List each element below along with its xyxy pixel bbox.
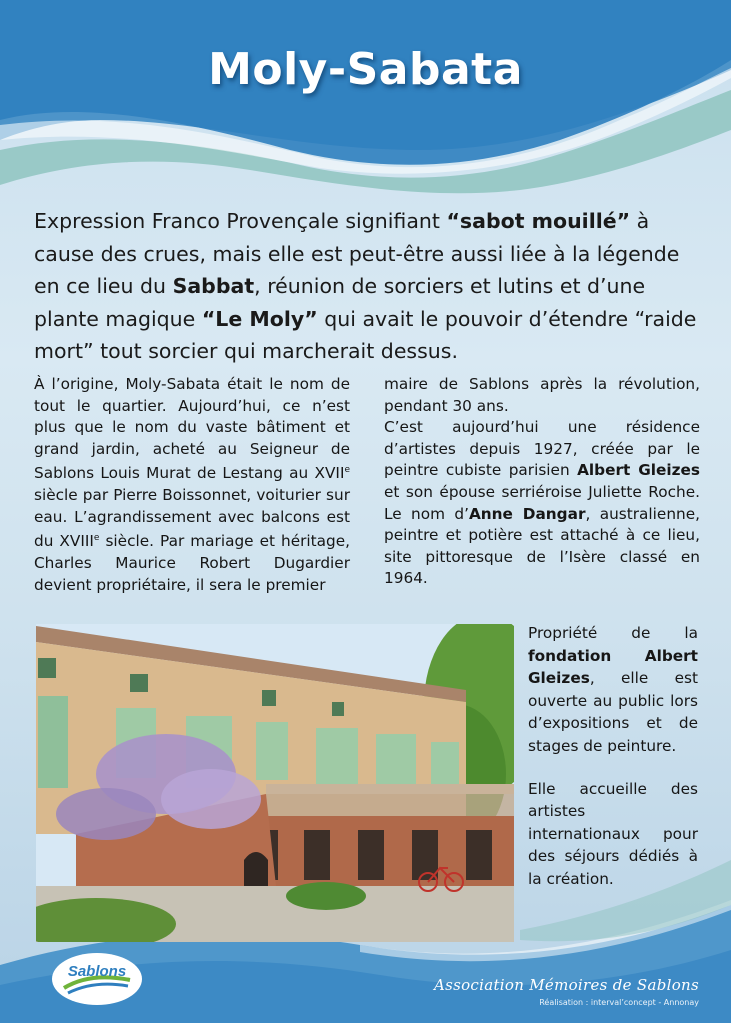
intro-paragraph: [34, 205, 704, 368]
intro-bold-sabot: “sabot mouillé”: [446, 209, 631, 233]
bold-albert-gleizes: Albert Gleizes: [577, 461, 700, 480]
intro-text: , réunion de sorciers et lutins et d’une plante magique: [34, 274, 646, 331]
intro-text: Expression Franco Provençale signifiant: [34, 209, 447, 233]
intro-text: qui avait le pouvoir d’étendre “raide mort” tout sorcier qui marcherait dessus.: [34, 306, 697, 363]
superscript: e: [93, 533, 100, 544]
design-credit: Réalisation : interval’concept - Annonay: [539, 998, 699, 1007]
page-title: Moly-Sabata: [208, 44, 523, 95]
history-text: siècle. Par mariage et héritage, Charles Maurice Robert Dugardier devient propriétaire, il sera le premier: [34, 532, 351, 594]
history-text: , australienne, peintre et potière est attaché à ce lieu, site pittoresque de l’Isère classé en 1964.: [384, 504, 701, 588]
artists-paragraph: Elle accueille des artistes internationaux pour des séjours dédiés à la création.: [528, 779, 698, 888]
history-column-right: [384, 374, 700, 590]
intro-text: à cause des crues, mais elle est peut-être aussi liée à la légende en ce lieu du: [34, 209, 680, 298]
association-name: Association Mémoires de Sablons: [433, 976, 699, 994]
logo-text: Sablons: [67, 963, 127, 980]
history-text: C’est aujourd’hui une résidence d’artistes depuis 1927, créée par le peintre cubiste parisien: [384, 418, 700, 480]
foundation-note: [528, 622, 698, 911]
history-text: À l’origine, Moly-Sabata était le nom de tout le quartier. Aujourd’hui, ce n’est plus que le nom du vaste bâtiment et grand jardin, acheté au Seigneur de Sablons Louis Murat de Lestang au XVII: [34, 375, 350, 483]
history-text: siècle par Pierre Boissonnet, voiturier sur eau. L’agrandissement avec balcons est du XVIII: [34, 486, 350, 551]
history-text: et son épouse serriéroise Juliette Roche. Le nom d’: [384, 482, 700, 523]
bold-anne-dangar: Anne Dangar: [468, 504, 586, 523]
history-column-left: [34, 374, 350, 596]
sablons-logo: [50, 950, 144, 1008]
foundation-paragraph: [528, 622, 698, 758]
superscript: e: [344, 465, 350, 476]
history-paragraph: [34, 374, 350, 596]
intro-bold-moly: “Le Moly”: [201, 306, 318, 331]
history-paragraph: [384, 417, 700, 590]
intro-bold-sabbat: Sabbat: [172, 274, 255, 298]
foundation-text: Propriété de la: [528, 624, 698, 642]
building-photo: [36, 624, 514, 942]
history-paragraph: maire de Sablons après la révolution, pendant 30 ans.: [384, 375, 700, 415]
bold-fondation: fondation Albert Gleizes: [528, 646, 698, 688]
foundation-text: , elle est ouverte au public lors d’expositions et de stages de peinture.: [528, 669, 698, 755]
